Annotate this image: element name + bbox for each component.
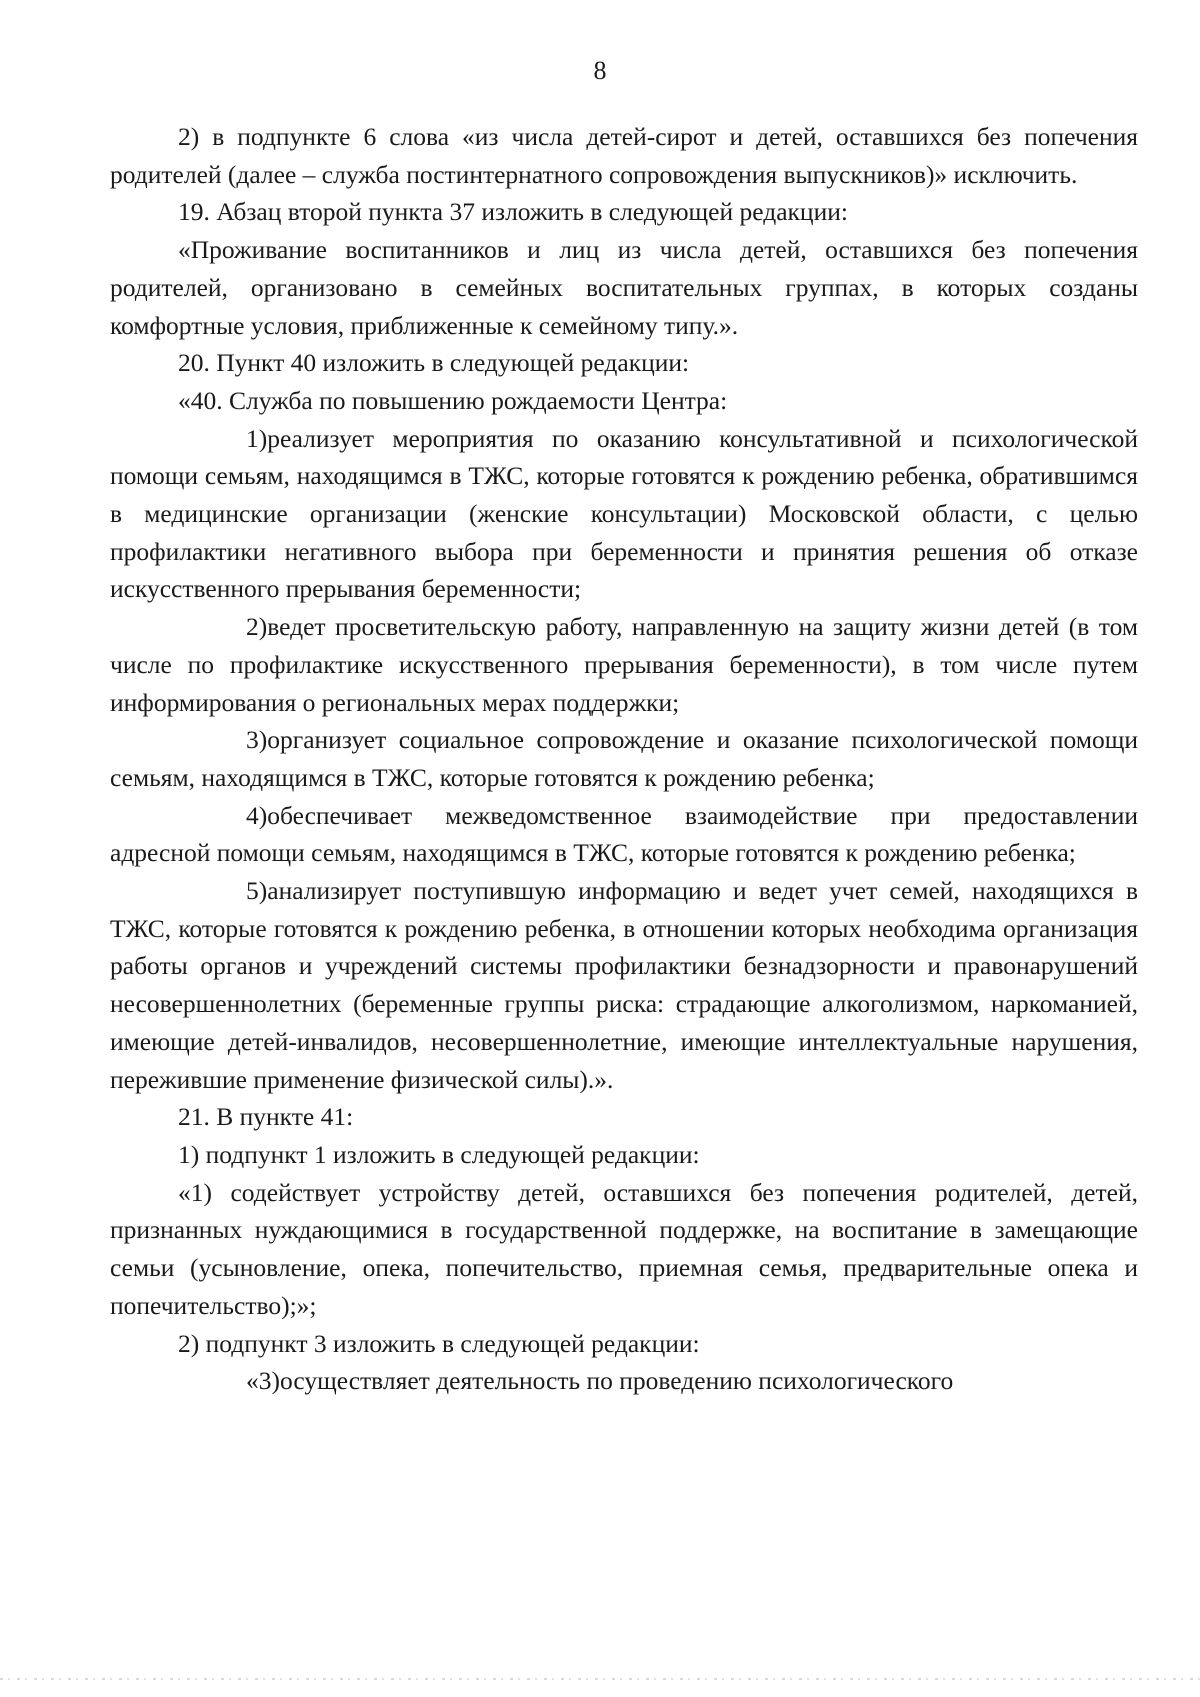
paragraph-item-21-sub1-intro: 1) подпункт 1 изложить в следующей редакции: bbox=[178, 1139, 700, 1169]
list-item-number: 5) bbox=[246, 876, 268, 906]
paragraph-item-40-heading: «40. Служба по повышению рождаемости Центра: bbox=[178, 385, 728, 415]
page-number: 8 bbox=[593, 56, 607, 85]
list-item-text: организует социальное сопровождение и оказание психологической помощи семьям, находящимся в ТЖС, которые готовятся к рождению ребенка; bbox=[110, 725, 1138, 792]
list-item-40-4 bbox=[110, 797, 1138, 872]
list-item-text: анализирует поступившую информацию и ведет учет семей, находящихся в ТЖС, которые готовятся к рождению ребенка, в отношении которых необходима организация работы органов и учреждений системы профилактики безнадзорности и правонарушений несовершеннолетних (беременные группы риска: страдающие алкоголизмом, наркоманией, имеющие детей-инвалидов, несовершеннолетние, имеющие интеллектуальные нарушения, пережившие применение физической силы).». bbox=[110, 876, 1138, 1094]
scan-artifact-line bbox=[0, 1678, 1200, 1680]
paragraph-item-21-sub1-text: «1) содействует устройству детей, оставшихся без попечения родителей, детей, признанных нуждающимися в государственной поддержке, на воспитание в замещающие семьи (усыновление, опека, попечительство, приемная семья, предварительные опека и попечительство);»; bbox=[110, 1177, 1138, 1320]
list-item-number: «3) bbox=[246, 1366, 280, 1396]
paragraph-item-20: 20. Пункт 40 изложить в следующей редакции: bbox=[178, 348, 690, 378]
paragraph-item-21-sub2-intro: 2) подпункт 3 изложить в следующей редакции: bbox=[178, 1328, 700, 1358]
document-body bbox=[110, 118, 1138, 1400]
list-item-text: осуществляет деятельность по проведению психологического bbox=[280, 1366, 954, 1396]
list-item-number: 3) bbox=[246, 725, 268, 755]
list-item-text: ведет просветительскую работу, направленную на защиту жизни детей (в том числе по профилактике искусственного прерывания беременности), в том числе путем информирования о региональных мерах поддержки; bbox=[110, 612, 1138, 717]
list-item-number: 1) bbox=[246, 423, 268, 453]
paragraph-item-21-sub2-text bbox=[110, 1362, 1138, 1400]
list-item-40-3 bbox=[110, 721, 1138, 796]
list-item-number: 2) bbox=[246, 612, 268, 642]
list-item-40-2 bbox=[110, 608, 1138, 721]
paragraph-item-19: 19. Абзац второй пункта 37 изложить в следующей редакции: bbox=[178, 197, 848, 227]
list-item-40-5 bbox=[110, 872, 1138, 1098]
list-item-number: 4) bbox=[246, 800, 268, 830]
paragraph-item-19-text: «Проживание воспитанников и лиц из числа детей, оставшихся без попечения родителей, организовано в семейных воспитательных группах, в которых созданы комфортные условия, приближенные к семейному типу.». bbox=[110, 235, 1138, 340]
paragraph-item-21: 21. В пункте 41: bbox=[178, 1102, 354, 1132]
list-item-40-1 bbox=[110, 420, 1138, 609]
list-item-text: реализует мероприятия по оказанию консультативной и психологической помощи семьям, находящимся в ТЖС, которые готовятся к рождению ребенка, обратившимся в медицинские организации (женские консультации) Московской области, с целью профилактики негативного выбора при беременности и принятия решения об отказе искусственного прерывания беременности; bbox=[110, 423, 1138, 604]
list-item-text: обеспечивает межведомственное взаимодействие при предоставлении адресной помощи семьям, находящимся в ТЖС, которые готовятся к рождению ребенка; bbox=[110, 800, 1138, 868]
paragraph-amendment-sub6: 2) в подпункте 6 слова «из числа детей-сирот и детей, оставшихся без попечения родителей (далее – служба постинтернатного сопровождения выпускников)» исключить. bbox=[110, 122, 1138, 189]
